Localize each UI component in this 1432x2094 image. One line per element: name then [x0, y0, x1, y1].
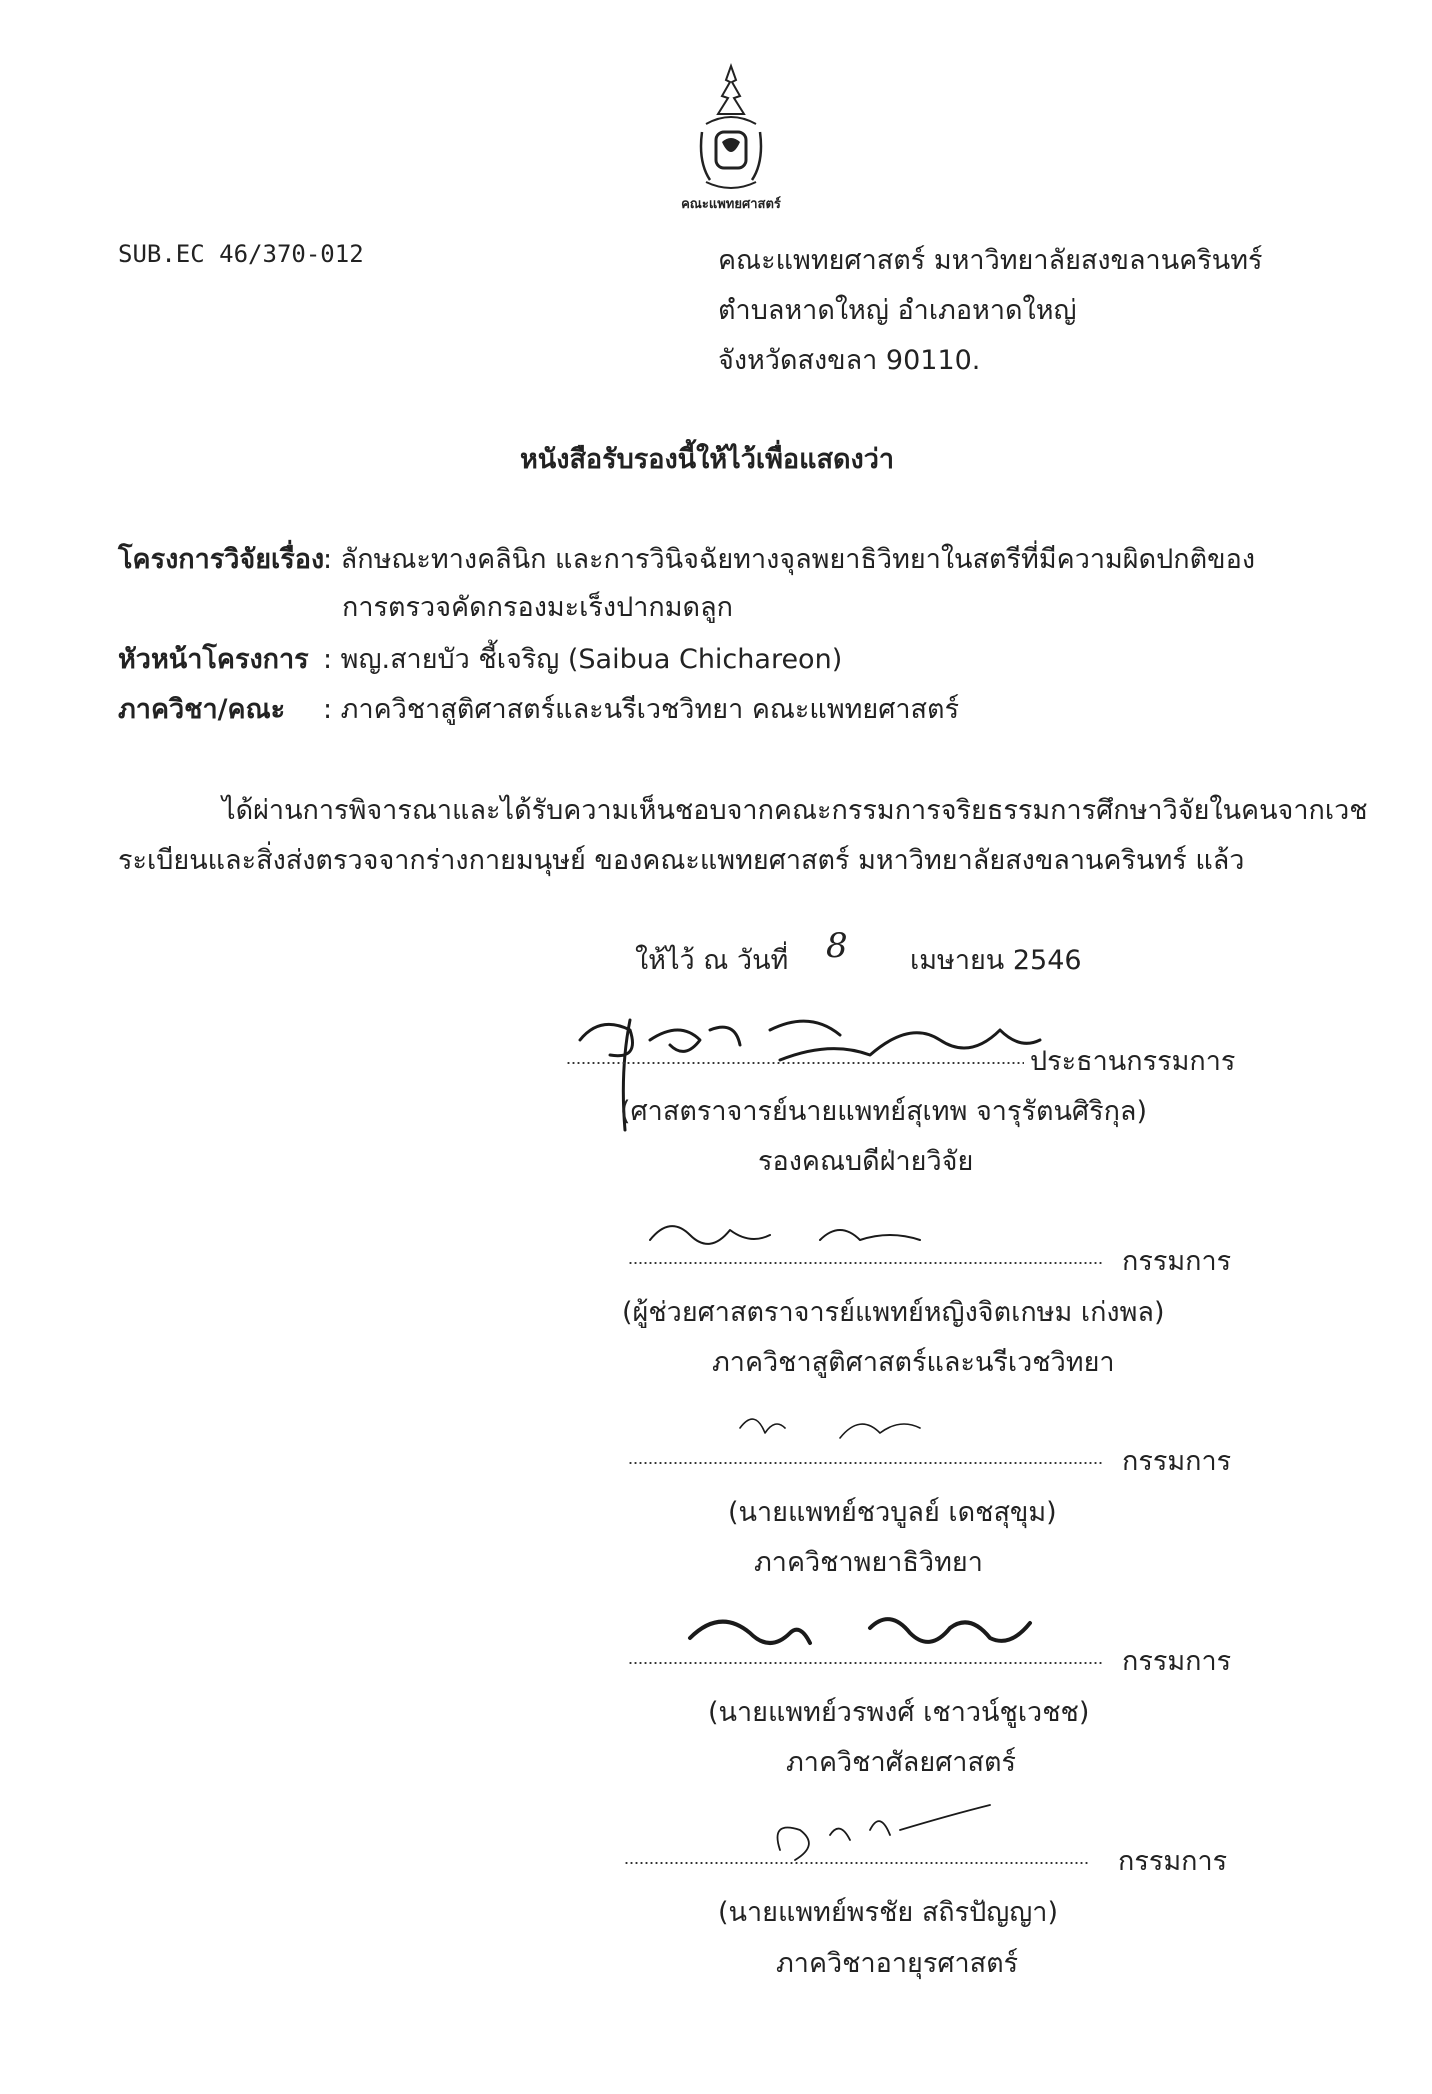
position-5: ภาควิชาอายุรศาสตร์: [776, 1948, 1019, 1979]
position-4: ภาควิชาศัลยศาสตร์: [786, 1747, 1016, 1778]
signature-line-5: [624, 1862, 1088, 1864]
date-prefix: ให้ไว้ ณ วันที่: [635, 945, 789, 976]
signature-line-4: [628, 1662, 1104, 1664]
name-5: (นายแพทย์พรชัย สถิรปัญญา): [718, 1897, 1058, 1928]
head-value: : พญ.สายบัว ชี้เจริญ (Saibua Chichareon): [323, 644, 843, 675]
position-1: รองคณบดีฝ่ายวิจัย: [758, 1146, 974, 1177]
reference-number: SUB.EC 46/370-012: [118, 240, 364, 268]
signature-2: [640, 1210, 960, 1270]
address-line-2: ตำบลหาดใหญ่ อำเภอหาดใหญ่: [718, 295, 1077, 326]
project-line-1: : ลักษณะทางคลินิก และการวินิจฉัยทางจุลพยาธิวิทยาในสตรีที่มีความผิดปกติของ: [323, 544, 1256, 575]
signature-line-3: [628, 1462, 1104, 1464]
name-1: (ศาสตราจารย์นายแพทย์สุเทพ จารุรัตนศิริกุล): [620, 1096, 1148, 1127]
signature-line-1: [566, 1062, 1024, 1064]
role-4: กรรมการ: [1122, 1646, 1232, 1677]
body-line-1: ได้ผ่านการพิจารณาและได้รับความเห็นชอบจากคณะกรรมการจริยธรรมการศึกษาวิจัยในคนจากเวช: [222, 795, 1368, 826]
signature-line-2: [628, 1262, 1104, 1264]
head-label: หัวหน้าโครงการ: [118, 644, 309, 675]
address-line-1: คณะแพทยศาสตร์ มหาวิทยาลัยสงขลานครินทร์: [718, 245, 1263, 276]
address-line-3: จังหวัดสงขลา 90110.: [718, 345, 981, 376]
certificate-title: หนังสือรับรองนี้ให้ไว้เพื่อแสดงว่า: [520, 444, 895, 475]
signature-3: [730, 1398, 990, 1458]
date-month-year: เมษายน 2546: [910, 945, 1082, 976]
dept-label: ภาควิชา/คณะ: [118, 694, 286, 725]
role-1: ประธานกรรมการ: [1030, 1046, 1236, 1077]
position-3: ภาควิชาพยาธิวิทยา: [754, 1547, 983, 1578]
role-3: กรรมการ: [1122, 1446, 1232, 1477]
name-2: (ผู้ช่วยศาสตราจารย์แพทย์หญิงจิตเกษม เก่งพล): [622, 1297, 1165, 1328]
signature-4: [680, 1598, 1050, 1678]
name-4: (นายแพทย์วรพงศ์ เชาวน์ชูเวชช): [708, 1697, 1090, 1728]
position-2: ภาควิชาสูติศาสตร์และนรีเวชวิทยา: [712, 1347, 1115, 1378]
dept-value: : ภาควิชาสูติศาสตร์และนรีเวชวิทยา คณะแพทยศาสตร์: [323, 694, 960, 725]
signature-5: [760, 1790, 1020, 1880]
emblem-caption: คณะแพทยศาสตร์: [681, 197, 781, 212]
name-3: (นายแพทย์ชวบูลย์ เดชสุขุม): [728, 1497, 1057, 1528]
project-line-2: การตรวจคัดกรองมะเร็งปากมดลูก: [342, 592, 733, 623]
body-line-2: ระเบียนและสิ่งส่งตรวจจากร่างกายมนุษย์ ของคณะแพทยศาสตร์ มหาวิทยาลัยสงขลานครินทร์ แล้ว: [118, 845, 1245, 876]
faculty-emblem-icon: [676, 62, 786, 212]
role-5: กรรมการ: [1118, 1846, 1228, 1877]
date-day-handwritten: 8: [826, 926, 848, 966]
role-2: กรรมการ: [1122, 1246, 1232, 1277]
project-label: โครงการวิจัยเรื่อง: [118, 544, 325, 575]
